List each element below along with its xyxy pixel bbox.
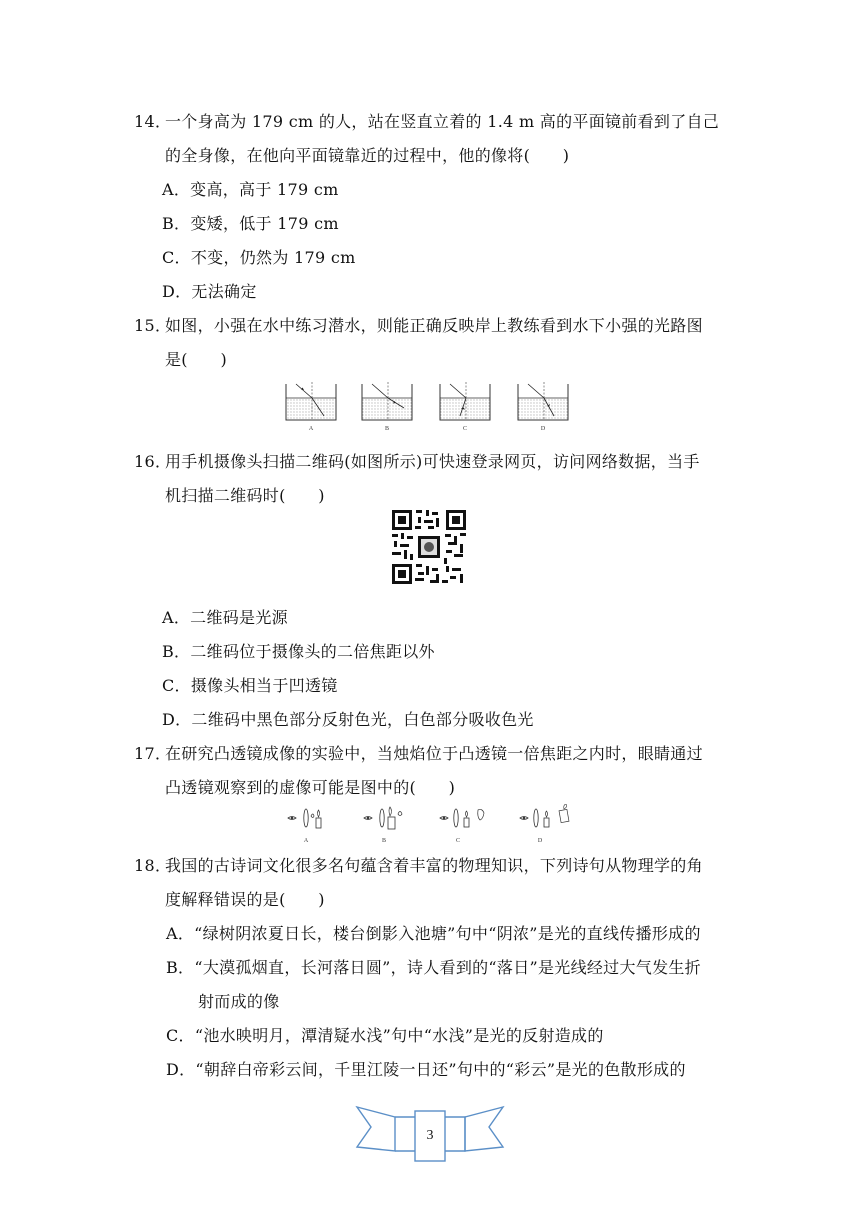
q17-diagram-c (440, 809, 484, 827)
q17-diagram-d (520, 804, 569, 827)
q16-number: 16． (134, 452, 172, 471)
q17-label-a: A (303, 838, 309, 844)
q18-option-a: A．“绿树阴浓夏日长，楼台倒影入池塘”句中“阴浓”是光的直线传播形成的 (166, 924, 701, 943)
q15-stem-line-1: 如图，小强在水中练习潜水，则能正确反映岸上教练看到水下小强的光路图 (165, 316, 703, 335)
q14-option-c: C．不变，仍然为 179 cm (162, 248, 356, 267)
qr-code-image (390, 508, 468, 586)
q14-number: 14． (134, 112, 172, 131)
q15-diagram-a (286, 382, 336, 420)
q18-option-b: B．“大漠孤烟直，长河落日圆”，诗人看到的“落日”是光线经过大气发生折 (166, 958, 701, 977)
q18-option-d: D．“朝辞白帝彩云间，千里江陵一日还”句中的“彩云”是光的色散形成的 (166, 1060, 686, 1079)
q16-stem-line-1: 用手机摄像头扫描二维码(如图所示)可快速登录网页，访问网络数据，当手 (165, 452, 700, 471)
q18-option-c: C．“池水映明月，潭清疑水浅”句中“水浅”是光的反射造成的 (166, 1026, 604, 1045)
q16-option-d: D．二维码中黑色部分反射色光，白色部分吸收色光 (162, 710, 534, 729)
q15-label-b: B (384, 426, 390, 432)
q15-light-path-figure (284, 378, 574, 434)
q17-label-b: B (381, 838, 387, 844)
q15-label-c: C (462, 426, 468, 432)
q18-stem-line-1: 我国的古诗词文化很多名句蕴含着丰富的物理知识，下列诗句从物理学的角 (165, 856, 703, 875)
q16-option-c: C．摄像头相当于凹透镜 (162, 676, 338, 695)
q17-diagram-b (364, 807, 402, 829)
page-number: 3 (426, 1128, 434, 1143)
q18-option-b-continued: 射而成的像 (198, 992, 280, 1011)
q17-number: 17． (134, 744, 172, 763)
q17-stem-line-1: 在研究凸透镜成像的实验中，当烛焰位于凸透镜一倍焦距之内时，眼睛通过 (165, 744, 703, 763)
q14-option-b: B．变矮，低于 179 cm (162, 214, 339, 233)
q17-stem-line-2: 凸透镜观察到的虚像可能是图中的( ) (165, 778, 456, 797)
q15-label-d: D (540, 426, 546, 432)
q14-option-d: D．无法确定 (162, 282, 257, 301)
q16-option-a: A．二维码是光源 (162, 608, 288, 627)
q17-lens-image-figure (284, 804, 580, 846)
q17-label-d: D (537, 838, 543, 844)
q15-label-a: A (308, 426, 314, 432)
q15-stem-line-2: 是( ) (165, 350, 227, 369)
q16-stem-line-2: 机扫描二维码时( ) (165, 486, 325, 505)
q14-stem-line-2: 的全身像，在他向平面镜靠近的过程中，他的像将( ) (165, 146, 570, 165)
q15-diagram-d (518, 382, 568, 420)
q15-diagram-b (362, 382, 412, 420)
q18-number: 18． (134, 856, 172, 875)
q17-label-c: C (455, 838, 461, 844)
q15-number: 15． (134, 316, 172, 335)
q14-option-a: A．变高，高于 179 cm (162, 180, 339, 199)
q15-diagram-c (440, 382, 490, 420)
q16-option-b: B．二维码位于摄像头的二倍焦距以外 (162, 642, 435, 661)
q18-stem-line-2: 度解释错误的是( ) (165, 890, 325, 909)
q14-stem-line-1: 一个身高为 179 cm 的人，站在竖直立着的 1.4 m 高的平面镜前看到了自己 (165, 112, 720, 131)
q17-diagram-a (288, 809, 321, 828)
